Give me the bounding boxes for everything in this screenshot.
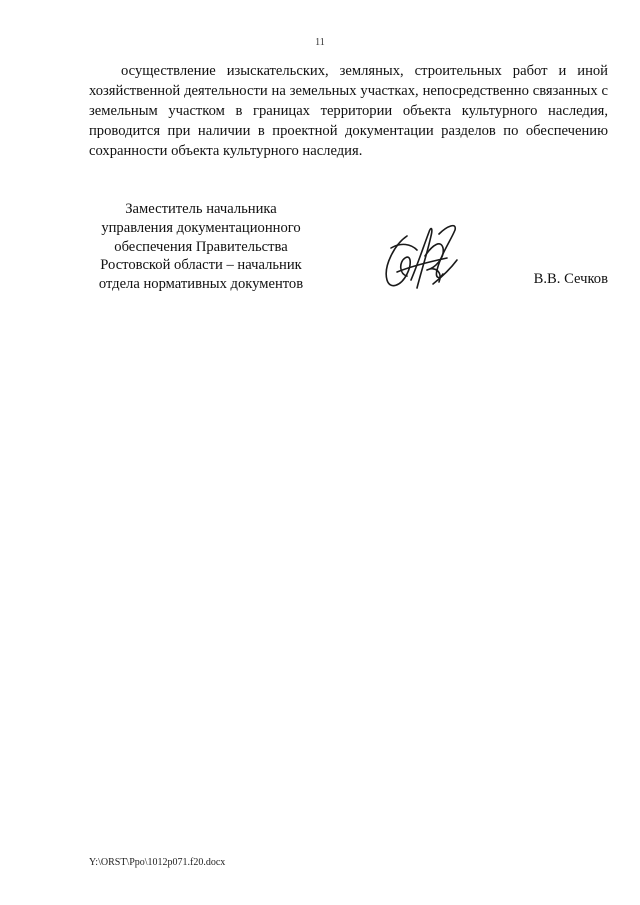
signer-name: В.В. Сечков [533,271,608,287]
signer-title-line: Ростовской области – начальник [100,257,302,274]
signer-title-line: отдела нормативных документов [98,276,304,293]
body-paragraph: осуществление изыскательских, земляных, строительных работ и иной хозяйственной деятельности на земельных участках, непосредственно связанных с земельным участком в границах территории объекта культурного наследия, проводится при наличии в проектной документации разделов по обеспечению сохранности объекта культурного наследия. [89,63,608,159]
signature-block [89,200,608,300]
handwritten-signature [377,214,469,296]
signer-title-line: Заместитель начальника [125,201,277,217]
page-number: 11 [315,37,325,48]
file-path: Y:\ORST\Ppo\1012p071.f20.docx [89,857,226,868]
signer-title [89,200,313,294]
signer-title-line: обеспечения Правительства [114,238,288,255]
signer-title-line: управления документационного [101,219,301,236]
